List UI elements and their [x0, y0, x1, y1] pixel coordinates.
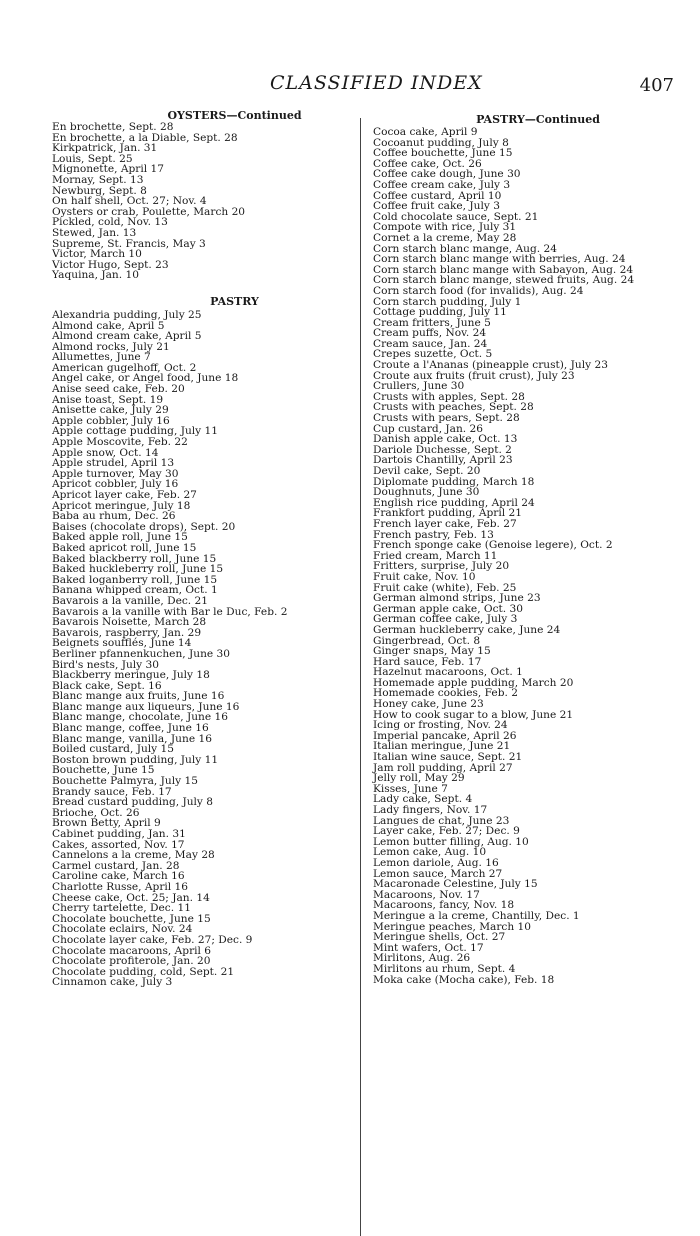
index-entry: Chocolate bouchette, June 15: [52, 912, 211, 925]
index-entry: Gingerbread, Oct. 8: [373, 634, 481, 647]
index-entry: Crusts with peaches, Sept. 28: [373, 401, 534, 414]
index-entry: Mirlitons au rhum, Sept. 4: [373, 962, 516, 975]
index-entry: Blanc mange aux liqueurs, June 16: [52, 700, 240, 713]
index-entry: Brioche, Oct. 26: [52, 806, 140, 819]
index-entry: Apple snow, Oct. 14: [52, 446, 159, 459]
index-entry: Coffee cream cake, July 3: [373, 178, 511, 191]
index-entry: Macaronade Celestine, July 15: [373, 878, 538, 891]
index-entry: Brown Betty, April 9: [52, 817, 161, 830]
index-entry: Baked apple roll, June 15: [52, 531, 188, 544]
index-entry: Baked apricot roll, June 15: [52, 541, 197, 554]
index-entry: Doughnuts, June 30: [373, 486, 480, 499]
index-entry: Chocolate profiterole, Jan. 20: [52, 955, 211, 968]
index-entry: Mignonette, April 17: [52, 163, 164, 176]
pastry-entry-list: [52, 310, 357, 988]
index-entry: Lemon dariole, Aug. 16: [373, 856, 499, 869]
index-entry: Blackberry meringue, July 18: [52, 669, 210, 682]
index-entry: Angel cake, or Angel food, June 18: [52, 372, 239, 385]
index-entry: Boston brown pudding, July 11: [52, 753, 219, 766]
index-entry: Baba au rhum, Dec. 26: [52, 510, 176, 523]
index-entry: Icing or frosting, Nov. 24: [373, 719, 508, 732]
index-entry: Louis, Sept. 25: [52, 152, 133, 165]
index-entry: Apple cottage pudding, July 11: [52, 425, 218, 438]
index-entry: Beignets soufflés, June 14: [52, 637, 192, 650]
index-entry: Mornay, Sept. 13: [52, 173, 144, 186]
index-entry: Baises (chocolate drops), Sept. 20: [52, 520, 236, 533]
index-entry: Corn starch blanc mange with Sabayon, Aug. 24: [373, 263, 634, 276]
index-entry: Carmel custard, Jan. 28: [52, 859, 180, 872]
index-entry: Cabinet pudding, Jan. 31: [52, 828, 186, 840]
index-entry: Homemade apple pudding, March 20: [373, 676, 574, 689]
index-entry: Brandy sauce, Feb. 17: [52, 785, 172, 798]
index-entry: Supreme, St. Francis, May 3: [52, 237, 206, 250]
index-entry: Apricot cobbler, July 16: [52, 478, 179, 491]
index-entry: Macaroons, Nov. 17: [373, 888, 480, 901]
index-entry: Blanc mange aux fruits, June 16: [52, 690, 225, 703]
index-entry: Almond cream cake, April 5: [52, 330, 202, 343]
section-heading-pastry: PASTRY: [210, 294, 259, 308]
index-entry: Cup custard, Jan. 26: [373, 422, 484, 435]
index-entry: Meringue peaches, March 10: [373, 920, 532, 933]
index-entry: En brochette, Sept. 28: [52, 121, 174, 133]
index-entry: Coffee cake, Oct. 26: [373, 157, 482, 170]
index-entry: Devil cake, Sept. 20: [373, 465, 481, 477]
index-entry: Apple turnover, May 30: [52, 467, 179, 480]
index-entry: Apricot meringue, July 18: [52, 499, 191, 512]
index-entry: American gugelhoff, Oct. 2: [52, 361, 197, 374]
index-entry: Honey cake, June 23: [373, 698, 484, 711]
right-column: [373, 110, 673, 985]
index-entry: Ginger snaps, May 15: [373, 645, 491, 658]
index-entry: English rice pudding, April 24: [373, 496, 535, 509]
index-entry: Compote with rice, July 31: [373, 221, 517, 234]
index-entry: Baked huckleberry roll, June 15: [52, 563, 224, 576]
index-entry: Corn starch blanc mange with berries, Aug. 24: [373, 253, 626, 266]
index-entry: Italian meringue, June 21: [373, 740, 511, 753]
index-entry: Langues de chat, June 23: [373, 814, 510, 827]
index-entry: Victor, March 10: [52, 248, 142, 261]
index-entry: Crullers, June 30: [373, 380, 465, 393]
index-entry: Coffee custard, April 10: [373, 189, 502, 202]
index-entry: Homemade cookies, Feb. 2: [373, 687, 518, 700]
index-entry: Blanc mange, chocolate, June 16: [52, 711, 229, 724]
index-entry: Baked loganberry roll, June 15: [52, 573, 218, 586]
index-entry: Caroline cake, March 16: [52, 870, 185, 883]
index-entry: Anise toast, Sept. 19: [52, 393, 164, 406]
section-heading-pastry-continued: PASTRY—Continued: [476, 113, 600, 126]
oysters-entry-list: [52, 122, 357, 281]
index-entry: Danish apple cake, Oct. 13: [373, 433, 518, 446]
index-entry: Blanc mange, vanilla, June 16: [52, 732, 212, 745]
index-entry: Croute a l'Ananas (pineapple crust), July 23: [373, 359, 608, 372]
index-entry: Moka cake (Mocha cake), Feb. 18: [373, 973, 555, 986]
index-entry: Crusts with pears, Sept. 28: [373, 412, 520, 425]
index-entry: French sponge cake (Genoise legere), Oct. 2: [373, 539, 613, 552]
index-entry: Alexandria pudding, July 25: [52, 308, 202, 321]
index-entry: Cold chocolate sauce, Sept. 21: [373, 210, 539, 223]
index-entry: Apple Moscovite, Feb. 22: [52, 436, 188, 449]
index-entry: Almond rocks, July 21: [52, 340, 170, 353]
index-entry: Bavarois a la vanille, Dec. 21: [52, 594, 208, 607]
index-entry: Apple strudel, April 13: [52, 457, 175, 470]
index-entry: Cocoanut pudding, July 8: [373, 136, 509, 149]
index-entry: Lemon sauce, March 27: [373, 867, 503, 880]
index-entry: Banana whipped cream, Oct. 1: [52, 584, 218, 597]
index-entry: Yaquina, Jan. 10: [52, 269, 139, 282]
index-entry: German apple cake, Oct. 30: [373, 602, 524, 615]
index-entry: Charlotte Russe, April 16: [52, 880, 189, 893]
page-title: CLASSIFIED INDEX: [270, 72, 483, 94]
index-entry: Corn starch pudding, July 1: [373, 295, 522, 308]
index-entry: Corn starch blanc mange, stewed fruits, Aug. 24: [373, 274, 635, 287]
index-entry: Croute aux fruits (fruit crust), July 23: [373, 369, 575, 382]
index-entry: Blanc mange, coffee, June 16: [52, 722, 209, 735]
index-entry: Kisses, June 7: [373, 782, 448, 795]
index-entry: En brochette, a la Diable, Sept. 28: [52, 131, 238, 144]
index-entry: Victor Hugo, Sept. 23: [52, 258, 169, 271]
index-entry: Frankfort pudding, April 21: [373, 507, 522, 520]
index-entry: Apricot layer cake, Feb. 27: [52, 489, 197, 501]
index-entry: French pastry, Feb. 13: [373, 528, 494, 541]
index-entry: Lemon cake, Aug. 10: [373, 846, 487, 859]
index-entry: Bavarois a la vanille with Bar le Duc, Feb. 2: [52, 605, 288, 618]
index-entry: German almond strips, June 23: [373, 592, 541, 605]
page-number: 407: [639, 75, 674, 96]
index-entry: Italian wine sauce, Sept. 21: [373, 751, 523, 764]
index-entry: Coffee fruit cake, July 3: [373, 200, 500, 213]
index-entry: Corn starch food (for invalids), Aug. 24: [373, 284, 584, 297]
index-entry: Layer cake, Feb. 27; Dec. 9: [373, 825, 520, 838]
index-entry: Baked blackberry roll, June 15: [52, 552, 217, 565]
index-entry: Anisette cake, July 29: [52, 404, 169, 417]
index-entry: Dariole Duchesse, Sept. 2: [373, 443, 512, 456]
index-entry: Diplomate pudding, March 18: [373, 475, 535, 488]
index-entry: Hazelnut macaroons, Oct. 1: [373, 666, 523, 679]
index-entry: Cream fritters, June 5: [373, 316, 491, 329]
index-entry: Bread custard pudding, July 8: [52, 796, 214, 809]
running-head: [0, 72, 700, 102]
index-entry: Coffee bouchette, June 15: [373, 147, 513, 160]
index-entry: Fritters, surprise, July 20: [373, 560, 510, 573]
index-entry: Cream sauce, Jan. 24: [373, 337, 488, 350]
column-divider: [360, 118, 361, 1236]
index-entry: Chocolate macaroons, April 6: [52, 944, 212, 957]
index-entry: Cottage pudding, July 11: [373, 306, 507, 319]
index-entry: Fruit cake, Nov. 10: [373, 570, 476, 583]
index-entry: Mirlitons, Aug. 26: [373, 952, 471, 965]
index-entry: Cream puffs, Nov. 24: [373, 327, 487, 340]
index-entry: German coffee cake, July 3: [373, 613, 518, 626]
index-entry: Bouchette Palmyra, July 15: [52, 775, 198, 788]
index-entry: Lemon butter filling, Aug. 10: [373, 835, 529, 848]
index-entry: Coffee cake dough, June 30: [373, 168, 521, 181]
index-entry: Corn starch blanc mange, Aug. 24: [373, 242, 557, 255]
index-entry: Bouchette, June 15: [52, 764, 155, 777]
index-entry: Hard sauce, Feb. 17: [373, 655, 482, 668]
index-entry: Fried cream, March 11: [373, 549, 498, 562]
index-entry: Cherry tartelette, Dec. 11: [52, 902, 191, 915]
index-entry: Oysters or crab, Poulette, March 20: [52, 205, 246, 218]
index-entry: Lady cake, Sept. 4: [373, 793, 473, 806]
index-entry: Meringue a la creme, Chantilly, Dec. 1: [373, 909, 580, 922]
index-entry: Crepes suzette, Oct. 5: [373, 348, 493, 361]
index-entry: Allumettes, June 7: [52, 351, 151, 364]
index-entry: Newburg, Sept. 8: [52, 184, 147, 197]
index-entry: German huckleberry cake, June 24: [373, 623, 561, 636]
index-entry: Dartois Chantilly, April 23: [373, 454, 513, 467]
index-entry: Chocolate pudding, cold, Sept. 21: [52, 965, 235, 978]
index-entry: Chocolate layer cake, Feb. 27; Dec. 9: [52, 933, 253, 946]
pastry-continued-entry-list: [373, 127, 673, 985]
left-column: [52, 110, 357, 988]
index-entry: Lady fingers, Nov. 17: [373, 804, 488, 816]
index-entry: Pickled, cold, Nov. 13: [52, 216, 168, 229]
index-entry: Stewed, Jan. 13: [52, 226, 137, 239]
index-entry: On half shell, Oct. 27; Nov. 4: [52, 195, 207, 208]
index-entry: Kirkpatrick, Jan. 31: [52, 142, 158, 155]
index-entry: Fruit cake (white), Feb. 25: [373, 581, 517, 594]
index-entry: Apple cobbler, July 16: [52, 414, 170, 427]
index-entry: Bavarois Noisette, March 28: [52, 616, 207, 629]
section-heading-oysters-continued: OYSTERS—Continued: [167, 109, 302, 122]
index-entry: Almond cake, April 5: [52, 319, 165, 332]
index-entry: Cornet a la creme, May 28: [373, 231, 517, 244]
index-entry: Macaroons, fancy, Nov. 18: [373, 899, 515, 912]
index-entry: Cinnamon cake, July 3: [52, 976, 173, 989]
index-entry: French layer cake, Feb. 27: [373, 517, 517, 530]
index-entry: Cheese cake, Oct. 25; Jan. 14: [52, 891, 210, 904]
index-entry: Black cake, Sept. 16: [52, 679, 162, 692]
index-entry: Crusts with apples, Sept. 28: [373, 390, 525, 403]
index-entry: Imperial pancake, April 26: [373, 729, 517, 742]
index-entry: Meringue shells, Oct. 27: [373, 931, 506, 944]
index-entry: Jam roll pudding, April 27: [373, 761, 513, 774]
index-entry: Cakes, assorted, Nov. 17: [52, 838, 185, 851]
index-entry: How to cook sugar to a blow, June 21: [373, 708, 574, 721]
index-entry: Boiled custard, July 15: [52, 743, 174, 756]
index-entry: Berliner pfannenkuchen, June 30: [52, 647, 231, 660]
index-entry: Anise seed cake, Feb. 20: [52, 383, 185, 396]
index-entry: Bavarois, raspberry, Jan. 29: [52, 626, 202, 639]
index-entry: Chocolate eclairs, Nov. 24: [52, 923, 193, 936]
index-entry: Cannelons a la creme, May 28: [52, 849, 215, 862]
index-entry: Cocoa cake, April 9: [373, 126, 478, 138]
index-entry: Jelly roll, May 29: [373, 772, 465, 785]
index-entry: Bird's nests, July 30: [52, 658, 159, 671]
index-entry: Mint wafers, Oct. 17: [373, 941, 484, 954]
